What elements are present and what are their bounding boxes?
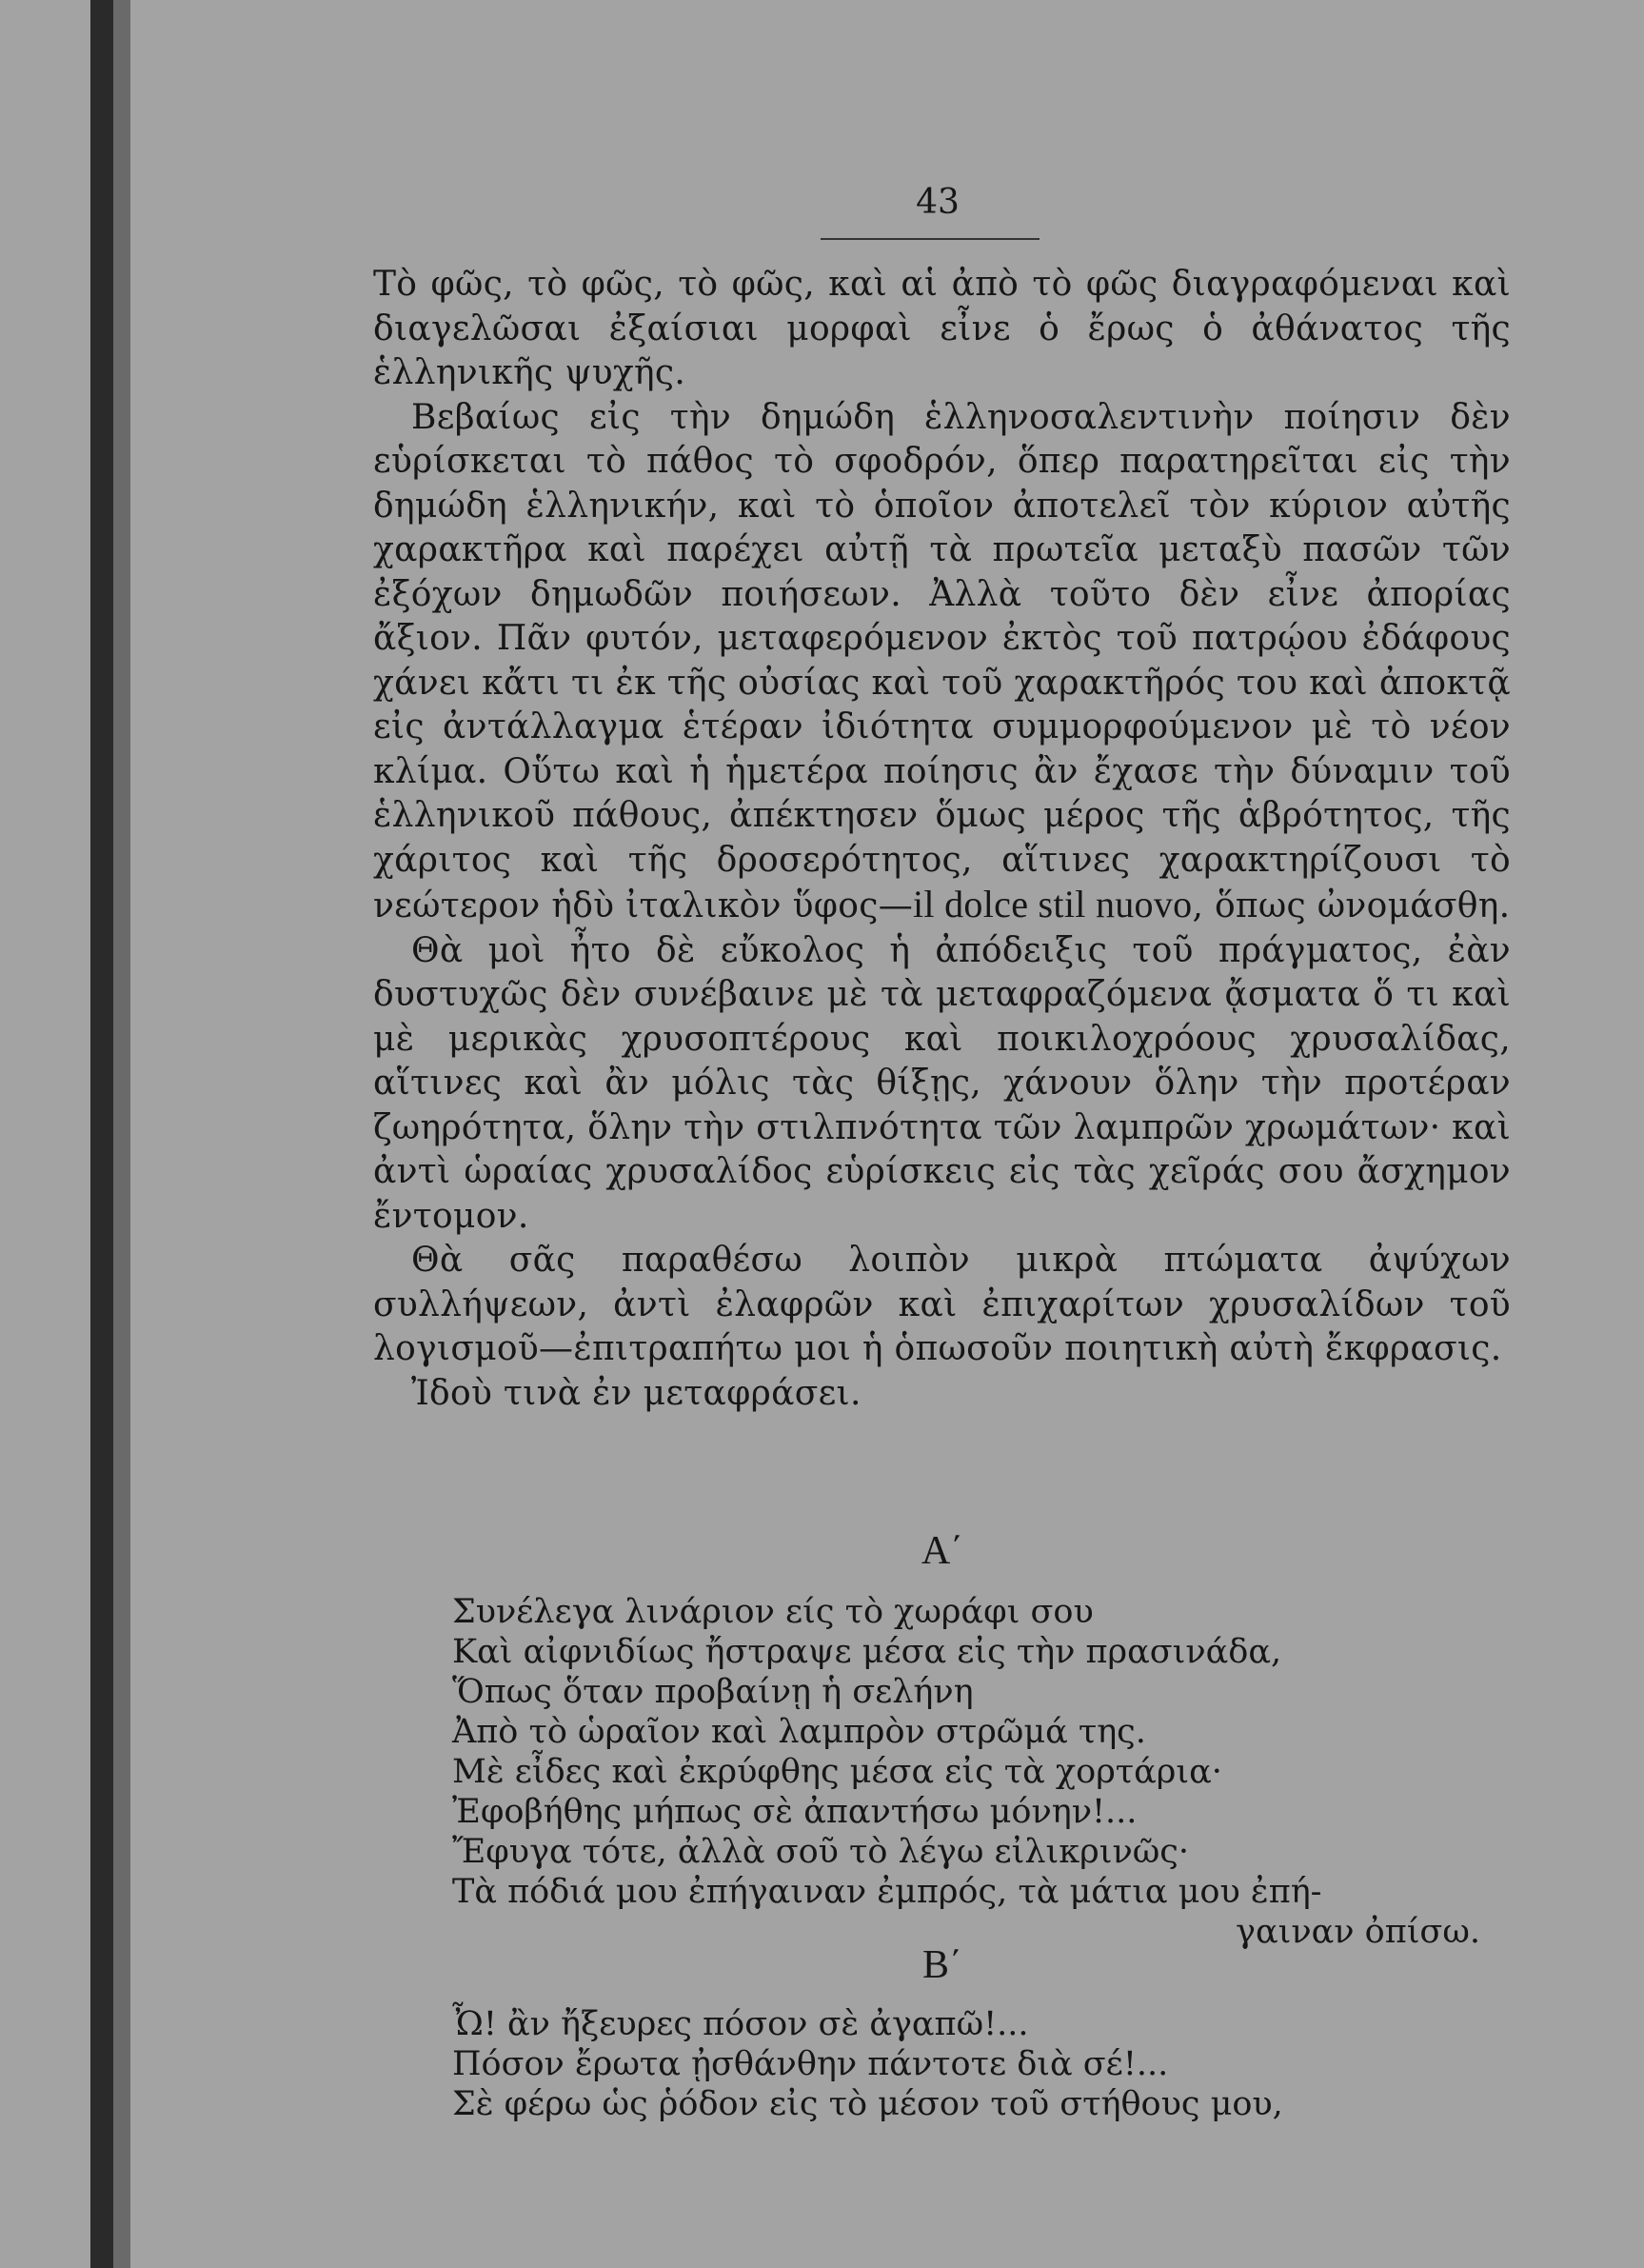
poem-a-line-9: γαιναν ὀπίσω. [1236,1913,1480,1951]
poem-b-line-2: Πόσον ἔρωτα ᾐσθάνθην πάντοτε διὰ σέ!... [452,2045,1169,2083]
section-a-heading: Α΄ [921,1529,964,1573]
prose-body [373,263,1511,1416]
paragraph-2 [373,396,1511,929]
poem-a-line-3: Ὅπως ὅταν προβαίνῃ ἡ σελήνη [452,1673,974,1711]
poem-a-line-6: Ἐφοβήθης μήπως σὲ ἀπαντήσω μόνην!... [452,1793,1138,1831]
section-a-poem [452,1592,1504,1952]
poem-a-line-7: Ἔφυγα τότε, ἀλλὰ σοῦ τὸ λέγω εἰλικρινῶς· [452,1833,1189,1871]
paragraph-5: Ἰδοὺ τινὰ ἐν μεταφράσει. [411,1373,862,1413]
section-b-heading: Β΄ [922,1943,962,1987]
paragraph-3: Θὰ μοὶ ἦτο δὲ εὔκολος ἡ ἀπόδειξις τοῦ πράγματος, ἐὰν δυστυχῶς δὲν συνέβαινε μὲ τὰ μεταφραζόμενα ᾄσματα ὅ τι καὶ μὲ μερικὰς χρυσοπτέρους καὶ ποικιλοχρόους χρυσαλίδας, αἵτινες καὶ ἂν μόλις τὰς θίξῃς, χάνουν ὅλην τὴν προτέραν ζωηρότητα, ὅλην τὴν στιλπνότητα τῶν λαμπρῶν χρωμάτων· καὶ ἀντὶ ὡραίας χρυσαλίδος εὑρίσκεις εἰς τὰς χεῖράς σου ἄσχημον ἔντομον. [373,930,1511,1236]
page-edge [113,0,130,2268]
italian-phrase: il dolce stil nuovo [913,883,1193,925]
paragraph-2-text: Βεβαίως εἰς τὴν δημώδη ἑλληνοσαλεντινὴν ποίησιν δὲν εὑρίσκεται τὸ πάθος τὸ σφοδρόν, ὅπερ παρατηρεῖται εἰς τὴν δημώδη ἑλληνικήν, καὶ τὸ ὁποῖον ἀποτελεῖ τὸν κύριον αὐτῆς χαρακτῆρα καὶ παρέχει αὐτῇ τὰ πρωτεῖα μεταξὺ πασῶν τῶν ἐξόχων δημωδῶν ποιήσεων. Ἀλλὰ τοῦτο δὲν εἶνε ἀπορίας ἄξιον. Πᾶν φυτόν, μεταφερόμενον ἐκτὸς τοῦ πατρῴου ἐδάφους χάνει κἄτι τι ἐκ τῆς οὐσίας καὶ τοῦ χαρακτῆρός του καὶ ἀποκτᾷ εἰς ἀντάλλαγμα ἑτέραν ἰδιότητα συμμορφούμενον μὲ τὸ νέον κλίμα. Οὕτω καὶ ἡ ἡμετέρα ποίησις ἂν ἔχασε τὴν δύναμιν τοῦ ἑλληνικοῦ πάθους, ἀπέκτησεν ὅμως μέρος τῆς ἁβρότητος, τῆς χάριτος καὶ τῆς δροσερότητος, αἵτινες χαρακτηρίζουσι τὸ νεώτερον ἡδὺ ἰταλικὸν ὕφος— [373,397,1511,925]
paragraph-1: Τὸ φῶς, τὸ φῶς, τὸ φῶς, καὶ αἱ ἀπὸ τὸ φῶς διαγραφόμεναι καὶ διαγελῶσαι ἐξαίσιαι μορφαὶ εἶνε ὁ ἔρως ὁ ἀθάνατος τῆς ἑλληνικῆς ψυχῆς. [373,265,1511,392]
paragraph-4: Θὰ σᾶς παραθέσω λοιπὸν μικρὰ πτώματα ἀψύχων συλλήψεων, ἀντὶ ἐλαφρῶν καὶ ἐπιχαρίτων χρυσαλίδων τοῦ λογισμοῦ—ἐπιτραπήτω μοι ἡ ὁπωσοῦν ποιητικὴ αὐτὴ ἔκφρασις. [373,1241,1511,1368]
section-b-poem [452,2004,1504,2124]
paragraph-2-end: , ὅπως ὠνομάσθη. [1192,886,1511,925]
poem-b-line-3: Σὲ φέρω ὡς ῥόδον εἰς τὸ μέσον τοῦ στήθους μου, [452,2085,1283,2123]
poem-a-line-5: Μὲ εἶδες καὶ ἐκρύφθης μέσα εἰς τὰ χορτάρια· [452,1753,1222,1791]
page-number: 43 [916,183,960,222]
page-number-rule [821,238,1040,240]
poem-a-line-1: Συνέλεγα λινάριον είς τὸ χωράφι σου [452,1593,1094,1631]
poem-b-line-1: Ὦ! ἂν ἤξευρες πόσον σὲ ἀγαπῶ!... [452,2005,1029,2043]
poem-a-line-2: Καὶ αἰφνιδίως ἤστραψε μέσα εἰς τὴν πρασινάδα, [452,1633,1282,1671]
poem-a-line-4: Ἀπὸ τὸ ὡραῖον καὶ λαμπρὸν στρῶμά της. [452,1713,1146,1751]
book-spine-shadow [90,0,113,2268]
poem-a-line-8: Τὰ πόδιά μου ἐπήγαιναν ἐμπρός, τὰ μάτια μου ἐπή- [452,1873,1322,1911]
